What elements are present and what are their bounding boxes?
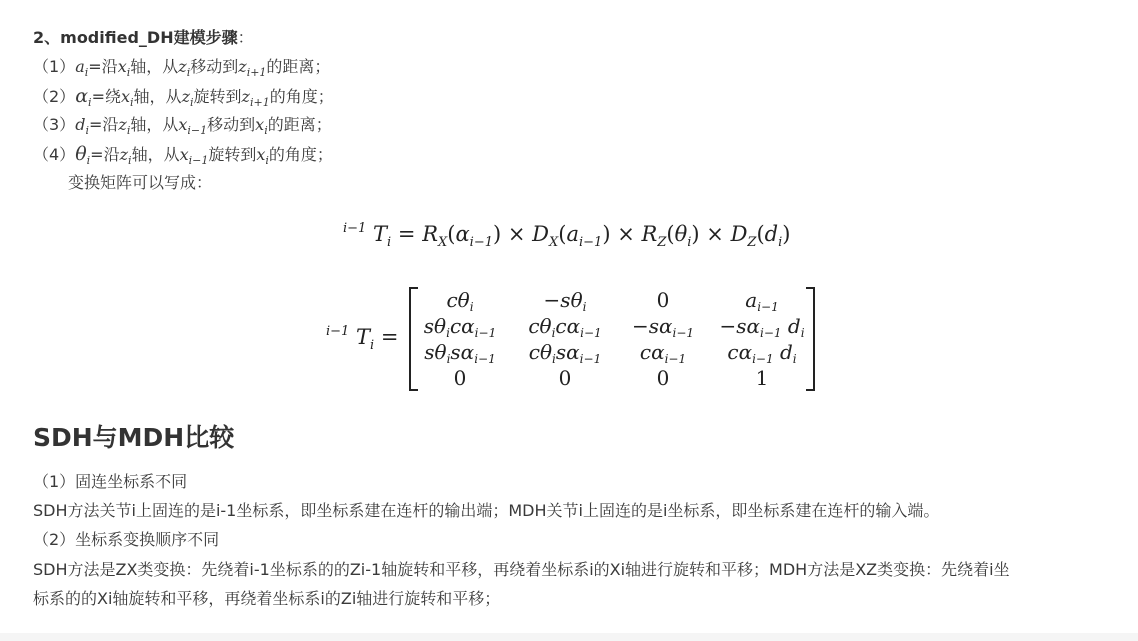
eq1-lhs-sub: i — [387, 235, 392, 250]
eq1-times: × — [706, 222, 724, 246]
step-from-sub: i — [186, 66, 191, 79]
eq1-factor-2-sub: X — [549, 235, 559, 250]
step-to-sub: i — [264, 124, 268, 137]
eq1-factor-2-arg-sub: i−1 — [579, 235, 603, 250]
matrix-cell-r3-c2: $c\theta_is\alpha_{i-1}$ — [528, 340, 602, 366]
step-text: 轴，从 — [133, 87, 182, 106]
step-from-sub: i−1 — [188, 154, 209, 167]
eq2-equals: = — [380, 325, 399, 349]
step-number: （2） — [33, 87, 76, 106]
step-text: 的距离； — [267, 115, 332, 134]
step-symbol: a — [75, 57, 85, 76]
step-to: z — [241, 87, 250, 106]
matrix-cell-r4-c1: 0 — [453, 366, 467, 390]
transform-intro: 变换矩阵可以写成： — [68, 173, 213, 192]
eq2-lhs-sub: i — [370, 338, 375, 353]
eq1-lhs: T — [373, 222, 388, 246]
section-title: SDH与MDH比较 — [33, 423, 235, 452]
step-symbol-sub: i — [88, 96, 92, 109]
eq1-equals: = — [397, 222, 416, 246]
matrix-right-bracket — [813, 287, 815, 391]
eq1-factor-4-arg: d — [764, 222, 779, 246]
eq1-factor-3-sub: Z — [657, 235, 667, 250]
step-heading — [33, 28, 254, 48]
eq1-factor-1-sub: X — [438, 235, 448, 250]
step-from-sub: i−1 — [187, 124, 208, 137]
step-text: 旋转到 — [193, 87, 242, 106]
step-axis: z — [118, 115, 127, 134]
eq1-factor-1-arg-sub: i−1 — [469, 235, 493, 250]
step-from: x — [179, 145, 189, 164]
step-number: （3） — [33, 115, 76, 134]
matrix-left-bracket — [409, 287, 411, 391]
matrix-right-bracket-top — [806, 287, 815, 289]
matrix-cell-r2-c4: $-s\alpha_{i-1}$ $d_i$ — [719, 314, 805, 340]
eq1-factor-4: D — [730, 222, 748, 246]
step-to: x — [256, 145, 266, 164]
step-axis: z — [119, 145, 129, 164]
eq1-times: × — [617, 222, 635, 246]
step-symbol: α — [75, 85, 89, 107]
step-text: 的角度； — [269, 87, 334, 106]
step-axis-sub: i — [130, 96, 134, 109]
step-to: z — [238, 57, 247, 76]
step-axis-sub: i — [128, 154, 132, 167]
step-axis: x — [120, 87, 131, 106]
eq2-lhs: T — [356, 325, 371, 349]
matrix-cell-r2-c2: $c\theta_ic\alpha_{i-1}$ — [528, 314, 602, 340]
matrix-cell-r2-c3: $-s\alpha_{i-1}$ — [631, 314, 695, 340]
eq1-factor-3-arg-sub: i — [687, 235, 692, 250]
eq1-factor-3: R — [641, 222, 658, 246]
step-text: =沿 — [90, 145, 120, 164]
step-to-sub: i — [265, 154, 269, 167]
matrix-cell-r3-c3: $c\alpha_{i-1}$ — [639, 340, 687, 366]
eq1-factor-3-arg: θ — [674, 222, 688, 246]
step-from: z — [181, 87, 190, 106]
eq1-factor-4-sub: Z — [747, 235, 757, 250]
compare-1-body: SDH方法关节i上固连的是i-1坐标系，即坐标系建在连杆的输出端；MDH关节i上固连的是i坐标系，即坐标系建在连杆的输入端。 — [33, 501, 940, 520]
eq1-lhs-sup: i−1 — [343, 221, 367, 236]
step-4 — [33, 144, 333, 165]
matrix-left-bracket-top — [409, 287, 418, 289]
step-text: =沿 — [88, 57, 118, 76]
step-text: 移动到 — [207, 115, 256, 134]
step-2 — [33, 86, 334, 107]
step-text: 的距离； — [266, 57, 331, 76]
step-from-sub: i — [190, 96, 194, 109]
matrix-cell-r1-c1: $c\theta_i$ — [446, 288, 474, 314]
step-symbol: θ — [75, 143, 87, 165]
matrix-cell-r4-c4: 1 — [755, 366, 769, 390]
step-1 — [33, 57, 330, 77]
matrix-left-bracket-bottom — [409, 389, 418, 391]
matrix-cell-r4-c2: 0 — [558, 366, 572, 390]
step-text: 轴，从 — [130, 115, 179, 134]
step-symbol: d — [75, 115, 86, 134]
step-symbol-sub: i — [85, 124, 89, 137]
matrix-right-bracket-bottom — [806, 389, 815, 391]
heading-colon: ： — [237, 28, 254, 47]
matrix-cell-r3-c1: $s\theta_is\alpha_{i-1}$ — [424, 340, 496, 366]
step-axis-sub: i — [126, 124, 131, 137]
eq1-factor-1-arg: α — [455, 222, 470, 246]
step-text: 轴，从 — [131, 145, 180, 164]
compare-2-body-line2: 标系的的Xi轴旋转和平移，再绕着坐标系i的Zi轴进行旋转和平移； — [33, 589, 501, 608]
compare-1-title: （1）固连坐标系不同 — [33, 472, 188, 491]
step-symbol-sub: i — [86, 154, 91, 167]
matrix-cell-r1-c4: $a_{i-1}$ — [745, 288, 779, 314]
step-text: 旋转到 — [208, 145, 257, 164]
heading-number: 2、 — [33, 28, 61, 47]
step-to-sub: i+1 — [249, 96, 270, 109]
compare-2-title: （2）坐标系变换顺序不同 — [33, 530, 220, 549]
eq1-factor-2-arg: a — [566, 222, 579, 246]
step-text: 的角度； — [268, 145, 333, 164]
equation-transform-product: $^{i-1}$ $T_i = R_X(\alpha_{i-1}) \times D_X(a_{i-1}) \times R_Z(\theta_i) \times D_Z(d_i)$ — [343, 221, 791, 250]
step-3 — [33, 115, 332, 135]
step-symbol-sub: i — [84, 66, 89, 79]
heading-title: modified_DH建模步骤 — [60, 28, 238, 47]
step-text: 轴，从 — [130, 57, 179, 76]
step-axis: x — [117, 57, 127, 76]
step-number: （1） — [33, 57, 76, 76]
step-text: =沿 — [88, 115, 119, 134]
step-number: （4） — [33, 145, 76, 164]
eq2-lhs-sup: i−1 — [326, 324, 350, 339]
matrix-cell-r1-c3: 0 — [656, 288, 670, 312]
step-to-sub: i+1 — [246, 66, 267, 79]
matrix-cell-r3-c4: $c\alpha_{i-1}$ $d_i$ — [727, 340, 797, 366]
matrix-cell-r4-c3: 0 — [656, 366, 670, 390]
step-text: 移动到 — [190, 57, 239, 76]
compare-2-body-line1: SDH方法是ZX类变换：先绕着i-1坐标系的的Zi-1轴旋转和平移，再绕着坐标系i的Xi轴进行旋转和平移；MDH方法是XZ类变换：先绕着i坐 — [33, 560, 1010, 579]
eq1-times: × — [507, 222, 526, 246]
step-from: z — [178, 57, 187, 76]
step-to: x — [255, 115, 265, 134]
step-text: =绕 — [91, 87, 121, 106]
matrix-cell-r1-c2: $-s\theta_i$ — [543, 288, 587, 314]
step-axis-sub: i — [126, 66, 131, 79]
equation-matrix-lhs — [326, 324, 399, 353]
eq1-factor-2: D — [532, 222, 549, 246]
eq1-factor-4-arg-sub: i — [778, 235, 783, 250]
step-from: x — [178, 115, 188, 134]
eq1-factor-1: R — [422, 222, 438, 246]
matrix-cell-r2-c1: $s\theta_ic\alpha_{i-1}$ — [423, 314, 497, 340]
